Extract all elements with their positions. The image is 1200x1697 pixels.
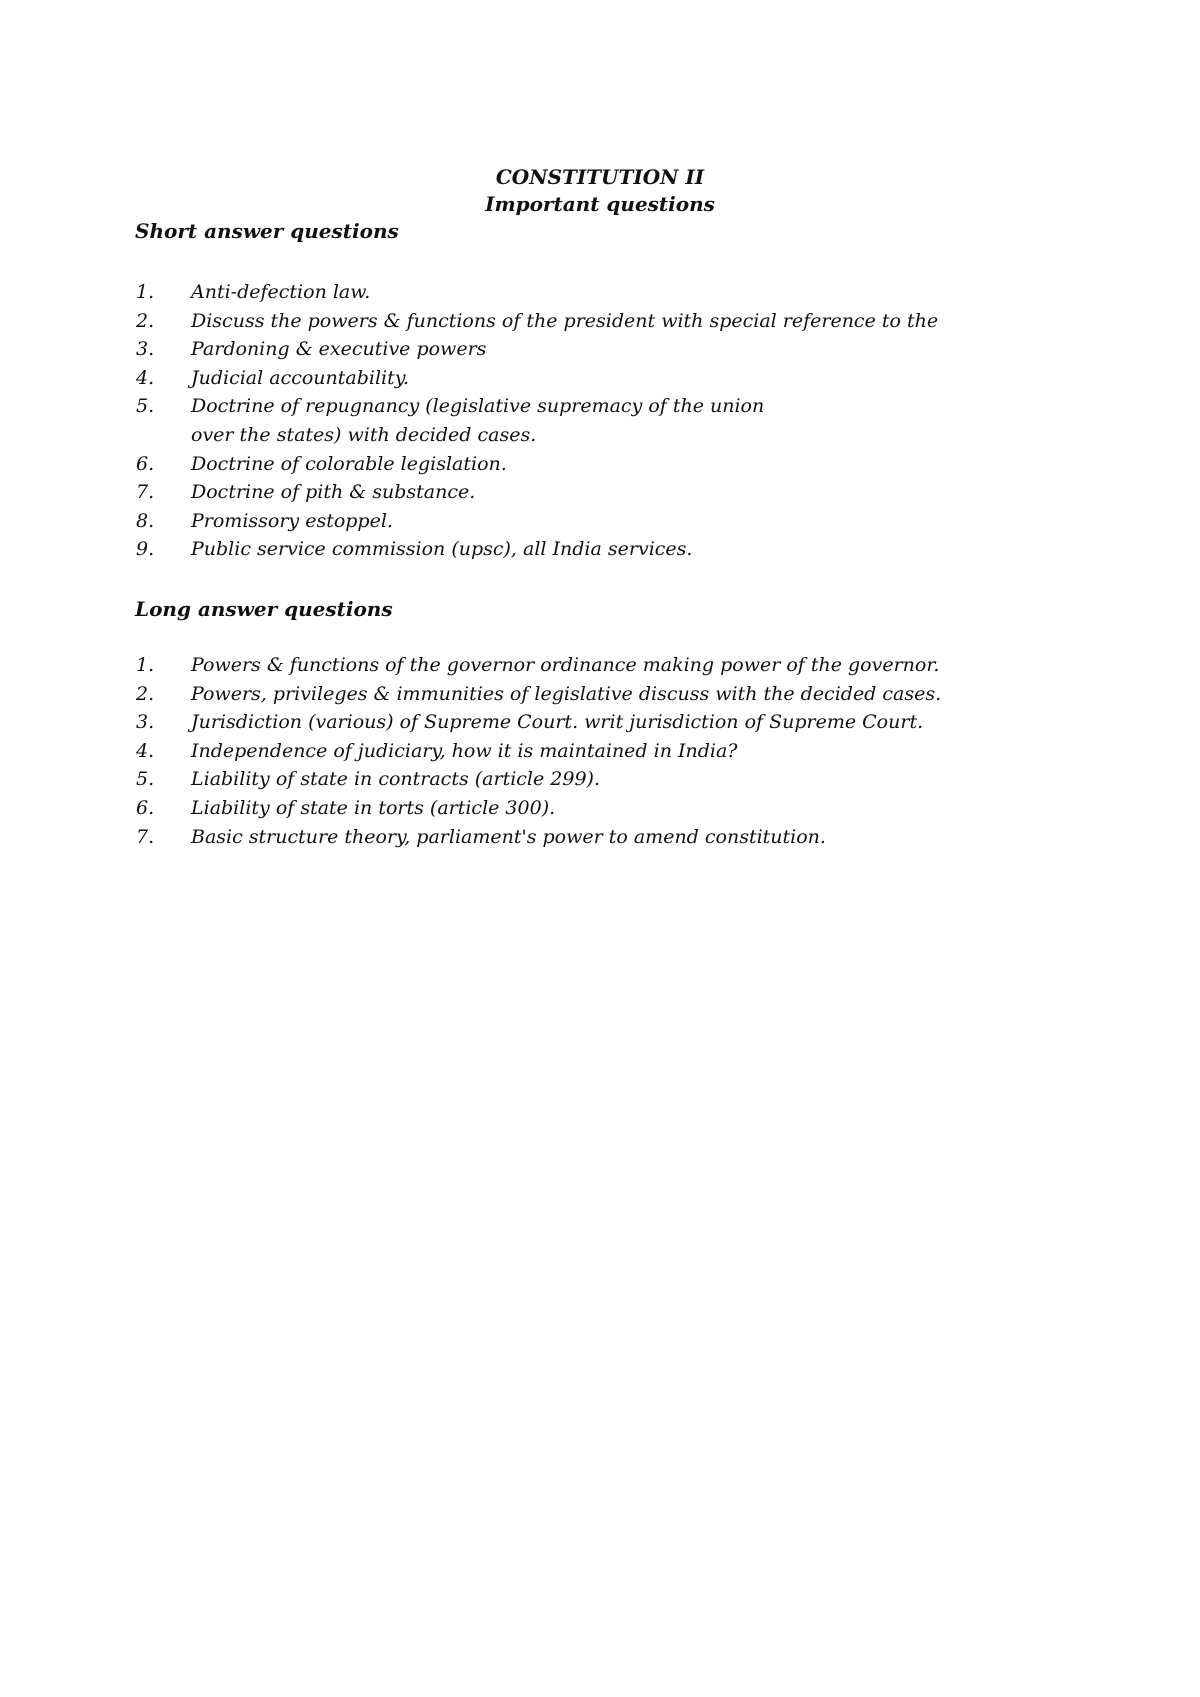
long-answer-heading: Long answer questions (135, 597, 393, 621)
short-answer-list (0, 278, 1200, 564)
list-item (0, 765, 1200, 794)
item-number: 5. (136, 395, 155, 418)
item-number: 1. (136, 281, 155, 303)
item-number: 5. (136, 768, 155, 791)
short-answer-heading: Short answer questions (135, 219, 399, 243)
item-number: 7. (136, 825, 155, 848)
list-item (0, 392, 1200, 449)
item-number: 4. (136, 366, 155, 389)
item-number: 2. (136, 309, 155, 332)
item-number: 1. (136, 654, 155, 676)
list-item (0, 364, 1200, 393)
document-title: CONSTITUTION II (495, 165, 705, 189)
list-item (0, 823, 1200, 852)
list-item (0, 278, 1200, 307)
item-text: Powers & functions of the governor ordinance making power of the governor. (191, 654, 940, 676)
list-item (0, 307, 1200, 336)
item-text: Judicial accountability. (191, 366, 410, 389)
item-text: Public service commission (upsc), all India services. (191, 538, 693, 561)
item-number: 9. (136, 538, 155, 561)
item-number: 8. (136, 509, 155, 532)
item-text: Liability of state in contracts (article 299). (191, 768, 601, 791)
document-subtitle: Important questions (485, 192, 715, 216)
item-text: Promissory estoppel. (191, 509, 393, 532)
item-text: Doctrine of pith & substance. (191, 481, 476, 504)
list-item (0, 737, 1200, 766)
item-text: Pardoning & executive powers (191, 338, 487, 361)
item-text: Discuss the powers & functions of the president with special reference to the (191, 309, 939, 332)
item-text: Jurisdiction (various) of Supreme Court. writ jurisdiction of Supreme Court. (191, 711, 924, 734)
item-number: 6. (136, 452, 155, 475)
item-text: Basic structure theory, parliament's power to amend constitution. (191, 825, 826, 848)
list-item (0, 507, 1200, 536)
item-text: Doctrine of colorable legislation. (191, 452, 507, 475)
item-number: 3. (136, 711, 155, 734)
item-text: Anti-defection law. (191, 281, 371, 303)
item-number: 4. (136, 739, 155, 762)
item-number: 7. (136, 481, 155, 504)
item-text: Powers, privileges & immunities of legislative discuss with the decided cases. (191, 682, 942, 705)
list-item (0, 335, 1200, 364)
list-item (0, 708, 1200, 737)
list-item (0, 450, 1200, 479)
list-item (0, 794, 1200, 823)
item-number: 3. (136, 338, 155, 361)
item-text: Independence of judiciary, how it is maintained in India? (191, 739, 738, 762)
item-text: Liability of state in torts (article 300). (191, 796, 556, 819)
list-item (0, 535, 1200, 564)
list-item (0, 651, 1200, 680)
long-answer-list (0, 651, 1200, 851)
item-number: 2. (136, 682, 155, 705)
item-number: 6. (136, 796, 155, 819)
list-item (0, 680, 1200, 709)
list-item (0, 478, 1200, 507)
item-text: Doctrine of repugnancy (legislative supremacy of the union over the states) with decided cases. (191, 395, 765, 446)
